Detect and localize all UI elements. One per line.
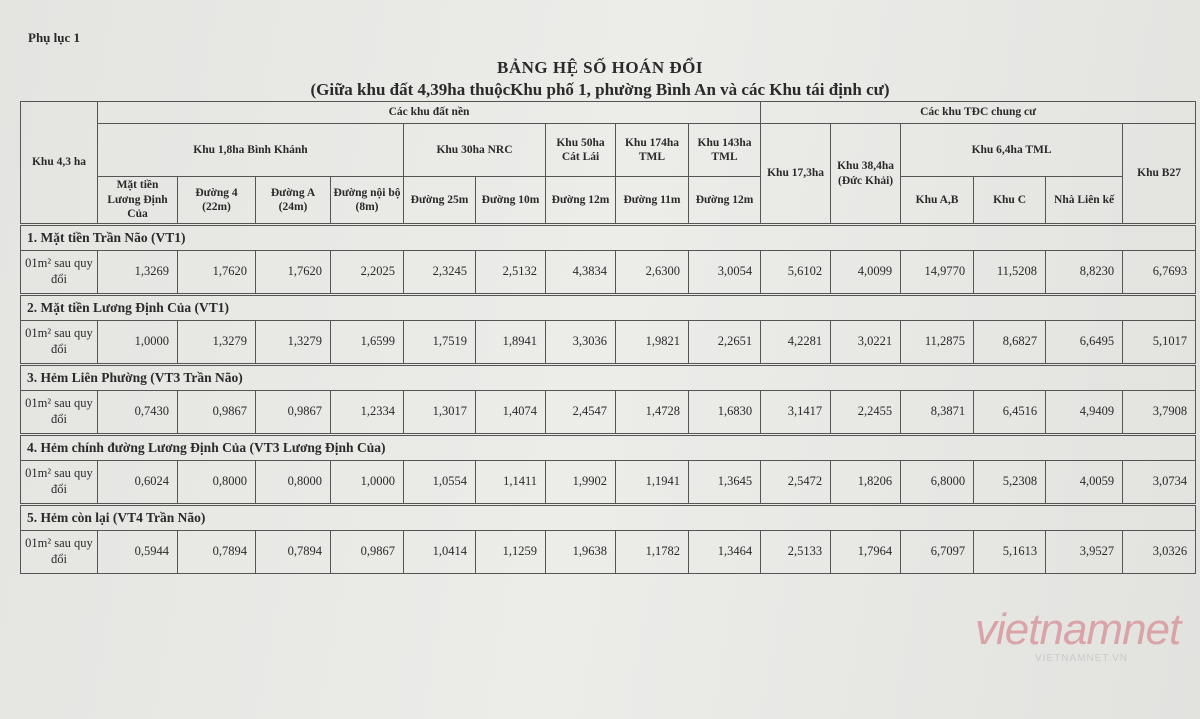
value-cell: 1,3017 — [404, 391, 476, 435]
value-cell: 3,3036 — [546, 321, 616, 365]
conversion-table — [20, 101, 1196, 574]
row-label-header: Khu 4,3 ha — [21, 102, 98, 225]
value-cell: 1,3269 — [98, 251, 178, 295]
value-cell: 1,0000 — [98, 321, 178, 365]
value-cell: 0,6024 — [98, 461, 178, 505]
subheader-cell: Đường 11m — [616, 177, 689, 225]
value-cell: 11,5208 — [974, 251, 1046, 295]
value-cell: 5,1613 — [974, 531, 1046, 574]
value-cell: 4,3834 — [546, 251, 616, 295]
subheader-cell: Đường 12m — [689, 177, 761, 225]
section-row — [21, 505, 1196, 531]
section-row — [21, 365, 1196, 391]
group-apartment-header: Các khu TĐC chung cư — [761, 102, 1196, 124]
value-cell: 1,1782 — [616, 531, 689, 574]
unit-label: 01m² sau quy đổi — [21, 531, 98, 574]
value-cell: 1,7620 — [178, 251, 256, 295]
value-cell: 1,4074 — [476, 391, 546, 435]
section-title: 2. Mặt tiền Lương Định Của (VT1) — [21, 295, 1196, 321]
value-cell: 0,7430 — [98, 391, 178, 435]
section-row — [21, 435, 1196, 461]
value-cell: 1,2334 — [331, 391, 404, 435]
document-subtitle: (Giữa khu đất 4,39ha thuộcKhu phố 1, phường Bình An và các Khu tái định cư) — [310, 80, 890, 99]
table-row — [21, 321, 1196, 365]
value-cell: 6,4516 — [974, 391, 1046, 435]
k173-header: Khu 17,3ha — [761, 124, 831, 225]
unit-label: 01m² sau quy đổi — [21, 321, 98, 365]
value-cell: 2,2651 — [689, 321, 761, 365]
value-cell: 8,6827 — [974, 321, 1046, 365]
value-cell: 1,6599 — [331, 321, 404, 365]
value-cell: 4,2281 — [761, 321, 831, 365]
tml64-subheader-cell: Khu A,B — [901, 177, 974, 225]
value-cell: 0,8000 — [256, 461, 331, 505]
vietnamnet-watermark — [965, 605, 1195, 675]
value-cell: 1,0554 — [404, 461, 476, 505]
value-cell: 4,0059 — [1046, 461, 1123, 505]
value-cell: 8,3871 — [901, 391, 974, 435]
value-cell: 1,6830 — [689, 391, 761, 435]
value-cell: 0,9867 — [178, 391, 256, 435]
value-cell: 2,3245 — [404, 251, 476, 295]
value-cell: 0,7894 — [178, 531, 256, 574]
value-cell: 8,8230 — [1046, 251, 1123, 295]
value-cell: 1,8941 — [476, 321, 546, 365]
value-cell: 1,9638 — [546, 531, 616, 574]
value-cell: 1,0000 — [331, 461, 404, 505]
subheader-cell: Đường 25m — [404, 177, 476, 225]
cat-lai-header: Khu 50ha Cát Lái — [546, 124, 616, 177]
value-cell: 5,2308 — [974, 461, 1046, 505]
subheader-cell: Đường A (24m) — [256, 177, 331, 225]
value-cell: 0,7894 — [256, 531, 331, 574]
value-cell: 3,0734 — [1123, 461, 1196, 505]
value-cell: 0,5944 — [98, 531, 178, 574]
value-cell: 0,9867 — [331, 531, 404, 574]
value-cell: 2,5132 — [476, 251, 546, 295]
value-cell: 1,1941 — [616, 461, 689, 505]
section-row — [21, 295, 1196, 321]
value-cell: 11,2875 — [901, 321, 974, 365]
appendix-label: Phụ lục 1 — [28, 30, 81, 45]
value-cell: 3,1417 — [761, 391, 831, 435]
value-cell: 2,6300 — [616, 251, 689, 295]
subheader-cell: Đường 12m — [546, 177, 616, 225]
subheader-cell: Đường nội bộ (8m) — [331, 177, 404, 225]
subheader-cell: Đường 10m — [476, 177, 546, 225]
k384-header: Khu 38,4ha (Đức Khải) — [831, 124, 901, 225]
value-cell: 2,4547 — [546, 391, 616, 435]
value-cell: 2,2455 — [831, 391, 901, 435]
value-cell: 4,9409 — [1046, 391, 1123, 435]
value-cell: 1,7620 — [256, 251, 331, 295]
table-row — [21, 531, 1196, 574]
tml64-header: Khu 6,4ha TML — [901, 124, 1123, 177]
nrc-header: Khu 30ha NRC — [404, 124, 546, 177]
value-cell: 0,9867 — [256, 391, 331, 435]
value-cell: 3,0054 — [689, 251, 761, 295]
value-cell: 1,4728 — [616, 391, 689, 435]
section-title: 3. Hẻm Liên Phường (VT3 Trần Não) — [21, 365, 1196, 391]
value-cell: 3,7908 — [1123, 391, 1196, 435]
value-cell: 1,3645 — [689, 461, 761, 505]
watermark-logo: vietnamnet — [975, 605, 1181, 654]
tml64-subheader-cell: Khu C — [974, 177, 1046, 225]
value-cell: 0,8000 — [178, 461, 256, 505]
section-title: 4. Hẻm chính đường Lương Định Của (VT3 Lương Định Của) — [21, 435, 1196, 461]
value-cell: 1,0414 — [404, 531, 476, 574]
value-cell: 1,8206 — [831, 461, 901, 505]
value-cell: 1,1259 — [476, 531, 546, 574]
value-cell: 1,3279 — [178, 321, 256, 365]
unit-label: 01m² sau quy đổi — [21, 251, 98, 295]
unit-label: 01m² sau quy đổi — [21, 461, 98, 505]
watermark-url: VIETNAMNET.VN — [1035, 653, 1129, 664]
value-cell: 6,7097 — [901, 531, 974, 574]
value-cell: 1,7519 — [404, 321, 476, 365]
value-cell: 2,5133 — [761, 531, 831, 574]
value-cell: 14,9770 — [901, 251, 974, 295]
tml143-header: Khu 143ha TML — [689, 124, 761, 177]
section-row — [21, 225, 1196, 251]
value-cell: 4,0099 — [831, 251, 901, 295]
tml174-header: Khu 174ha TML — [616, 124, 689, 177]
value-cell: 6,7693 — [1123, 251, 1196, 295]
value-cell: 2,5472 — [761, 461, 831, 505]
value-cell: 1,9821 — [616, 321, 689, 365]
b27-header: Khu B27 — [1123, 124, 1196, 225]
value-cell: 3,0326 — [1123, 531, 1196, 574]
value-cell: 6,6495 — [1046, 321, 1123, 365]
value-cell: 1,3279 — [256, 321, 331, 365]
value-cell: 1,3464 — [689, 531, 761, 574]
section-title: 5. Hẻm còn lại (VT4 Trần Não) — [21, 505, 1196, 531]
table-row — [21, 461, 1196, 505]
value-cell: 1,7964 — [831, 531, 901, 574]
value-cell: 3,0221 — [831, 321, 901, 365]
document-title: BẢNG HỆ SỐ HOÁN ĐỔI — [497, 58, 703, 77]
group-land-header: Các khu đất nền — [98, 102, 761, 124]
value-cell: 5,1017 — [1123, 321, 1196, 365]
value-cell: 6,8000 — [901, 461, 974, 505]
unit-label: 01m² sau quy đổi — [21, 391, 98, 435]
value-cell: 1,9902 — [546, 461, 616, 505]
subheader-cell: Mặt tiền Lương Định Của — [98, 177, 178, 225]
value-cell: 5,6102 — [761, 251, 831, 295]
value-cell: 2,2025 — [331, 251, 404, 295]
table-row — [21, 391, 1196, 435]
tml64-subheader-cell: Nhà Liên kế — [1046, 177, 1123, 225]
binh-khanh-header: Khu 1,8ha Bình Khánh — [98, 124, 404, 177]
section-title: 1. Mặt tiền Trần Não (VT1) — [21, 225, 1196, 251]
value-cell: 1,1411 — [476, 461, 546, 505]
value-cell: 3,9527 — [1046, 531, 1123, 574]
subheader-cell: Đường 4 (22m) — [178, 177, 256, 225]
table-row — [21, 251, 1196, 295]
